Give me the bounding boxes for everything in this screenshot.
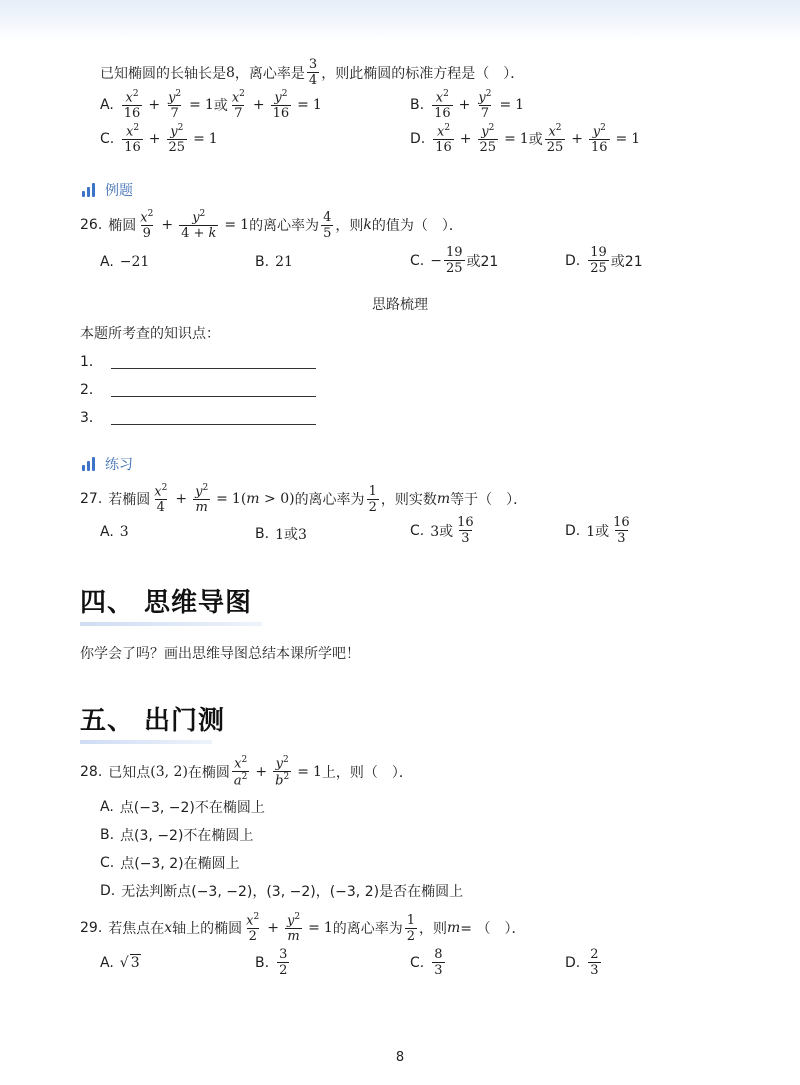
answer-blank[interactable] [111,410,316,425]
question-26-option-b: B. 21 [255,254,293,270]
thinking-intro: 本题所考查的知识点： [80,326,220,342]
question-29-option-d: D. $\frac{2}{3}$ [565,947,599,978]
question-28-option-b: B. 点(3, −2)不在椭圆上 [100,827,254,844]
option-value: 3 [130,955,140,971]
question-28-option-d: D. 无法判断点(−3, −2)，(3, −2)，(−3, 2)是否在椭圆上 [100,883,464,900]
option-value: −21 [119,254,150,270]
knowledge-blank-2 [80,379,316,399]
title-underline [80,622,262,626]
section-4-text: 你学会了吗？画出思维导图总结本课所学吧！ [80,646,360,662]
option-letter: A. [100,97,114,114]
stem-text: 轴上的椭圆 [172,921,243,938]
option-value: 点(−3, 2)在椭圆上 [120,856,240,872]
question-pre-option-b: B. $\frac{x^2}{16}$ + $\frac{y^2}{7}$ = 1 [410,89,525,122]
answer-blank[interactable] [111,354,316,369]
stem-text: 在椭圆 [187,764,230,781]
question-number: 27. [80,491,103,508]
stem-text: 若椭圆 [108,492,151,509]
option-letter: C. [100,131,115,148]
question-pre-option-d: D. $\frac{x^2}{16}$ + $\frac{y^2}{25}$ = 1 或 $\frac{x^2}{25}$ + $\frac{y^2}{16}$ = 1 [410,123,641,156]
stem-text: 等于（ ）． [450,492,528,509]
stem-text: 上，则（ ）． [321,764,413,781]
stem-text: 的离心率为 [249,218,320,235]
question-pre-stem [100,58,524,87]
question-27-option-c: C. 3或 $\frac{16}{3}$ [410,515,474,546]
stem-variable: m [447,920,461,937]
question-number: 28. [80,763,103,780]
stem-text: ，则 [419,921,448,938]
question-26-stem: 26. 椭圆 $\frac{x^2}{9}$ + $\frac{y^2}{4 + k}$ = 1 的离心率为 $\frac{4}{5}$ ，则 k 的值为（ ）． [80,209,463,242]
option-value: 或21 [466,253,499,270]
question-28-option-a: A. 点(−3, −2)不在椭圆上 [100,799,265,816]
option-letter: B. [410,97,425,114]
section-practice-header [82,454,133,474]
option-value: 点(3, −2)不在椭圆上 [120,828,254,844]
thinking-title: 思路梳理 [372,297,428,313]
stem-text: ，则 [335,218,364,235]
option-value: 3 [119,524,129,540]
option-value: 1或3 [275,527,307,543]
answer-blank[interactable] [111,382,316,397]
question-29-stem: 29. 若焦点在 x 轴上的椭圆 $\frac{x^2}{2}$ + $\frac{y^2}{m}$ = 1 的离心率为 $\frac{1}{2}$ ，则 m = （ ）． [80,912,526,945]
question-29-option-c: C. $\frac{8}{3}$ [410,947,443,978]
question-29-option-b: B. $\frac{3}{2}$ [255,947,288,978]
stem-text: 已知椭圆的长轴长是 [100,65,226,82]
bar-chart-icon [82,183,95,197]
page-number: 8 [395,1050,405,1065]
question-pre-option-c: C. $\frac{x^2}{16}$ + $\frac{y^2}{25}$ = 1 [100,123,218,156]
stem-point: (3, 2) [150,763,188,780]
knowledge-blank-1 [80,351,316,371]
stem-text: ，离心率是 [234,65,305,82]
question-26-option-a: A. −21 [100,254,150,270]
question-26-option-c: C. − $\frac{19}{25}$ 或21 [410,245,499,276]
question-number: 29. [80,920,103,937]
option-value: 点(−3, −2)不在椭圆上 [119,800,265,816]
top-band [0,0,800,40]
stem-variable: k [363,217,372,234]
stem-text: 已知点 [108,764,151,781]
question-27-option-b: B. 1或3 [255,526,307,543]
question-27-option-a: A. 3 [100,524,129,540]
option-value: 1或 [586,523,610,540]
or-text: 或 [213,98,228,115]
stem-variable: x [164,920,173,937]
stem-text: ，则此椭圆的标准方程是（ ）． [321,65,525,82]
stem-text: 的离心率为 [294,492,365,509]
blank-number: 3． [80,410,103,426]
stem-text: = （ ）． [460,921,526,938]
question-27-option-d: D. 1或 $\frac{16}{3}$ [565,515,630,546]
question-28-option-c: C. 点(−3, 2)在椭圆上 [100,855,240,872]
stem-variable: m [436,491,451,508]
blank-number: 1． [80,354,103,370]
question-number: 26. [80,217,103,234]
question-26-option-d: D. $\frac{19}{25}$ 或21 [565,245,643,276]
question-29-option-a: A. √ 3 [100,955,140,971]
stem-text: 的离心率为 [332,921,403,938]
option-value: 或21 [610,253,643,270]
section-4-title: 四、 思维导图 [80,588,253,618]
option-value: 21 [275,254,293,270]
stem-text: ，则实数 [380,492,437,509]
section-practice-title: 练习 [105,457,133,473]
stem-text: 的值为（ ）． [371,218,463,235]
question-27-stem: 27. 若椭圆 $\frac{x^2}{4}$ + $\frac{y^2}{m}$ = 1(m > 0) 的离心率为 $\frac{1}{2}$ ，则实数 m 等于（ ）． [80,483,528,516]
section-5-title: 五、 出门测 [80,706,226,736]
fraction: $\frac{3}{4}$ [308,57,318,88]
blank-number: 2． [80,382,103,398]
knowledge-blank-3 [80,407,316,427]
section-example-title: 例题 [105,183,133,199]
section-example-header [82,180,133,200]
stem-text: 若焦点在 [108,921,165,938]
bar-chart-icon [82,457,95,471]
option-value: 3或 [430,523,454,540]
option-value: 无法判断点(−3, −2)，(3, −2)，(−3, 2)是否在椭圆上 [121,884,464,900]
question-pre-option-a: A. $\frac{x^2}{16}$ + $\frac{y^2}{7}$ = 1 或 $\frac{x^2}{7}$ + $\frac{y^2}{16}$ = 1 [100,89,322,122]
option-letter: D. [410,131,426,148]
question-28-stem: 28. 已知点 (3, 2) 在椭圆 $\frac{x^2}{a^2}$ + $\frac{y^2}{b^2}$ = 1 上，则（ ）． [80,755,413,789]
or-text: 或 [528,132,543,149]
stem-text: 椭圆 [108,218,137,235]
title-underline [80,740,212,744]
stem-number: 8 [226,64,235,81]
